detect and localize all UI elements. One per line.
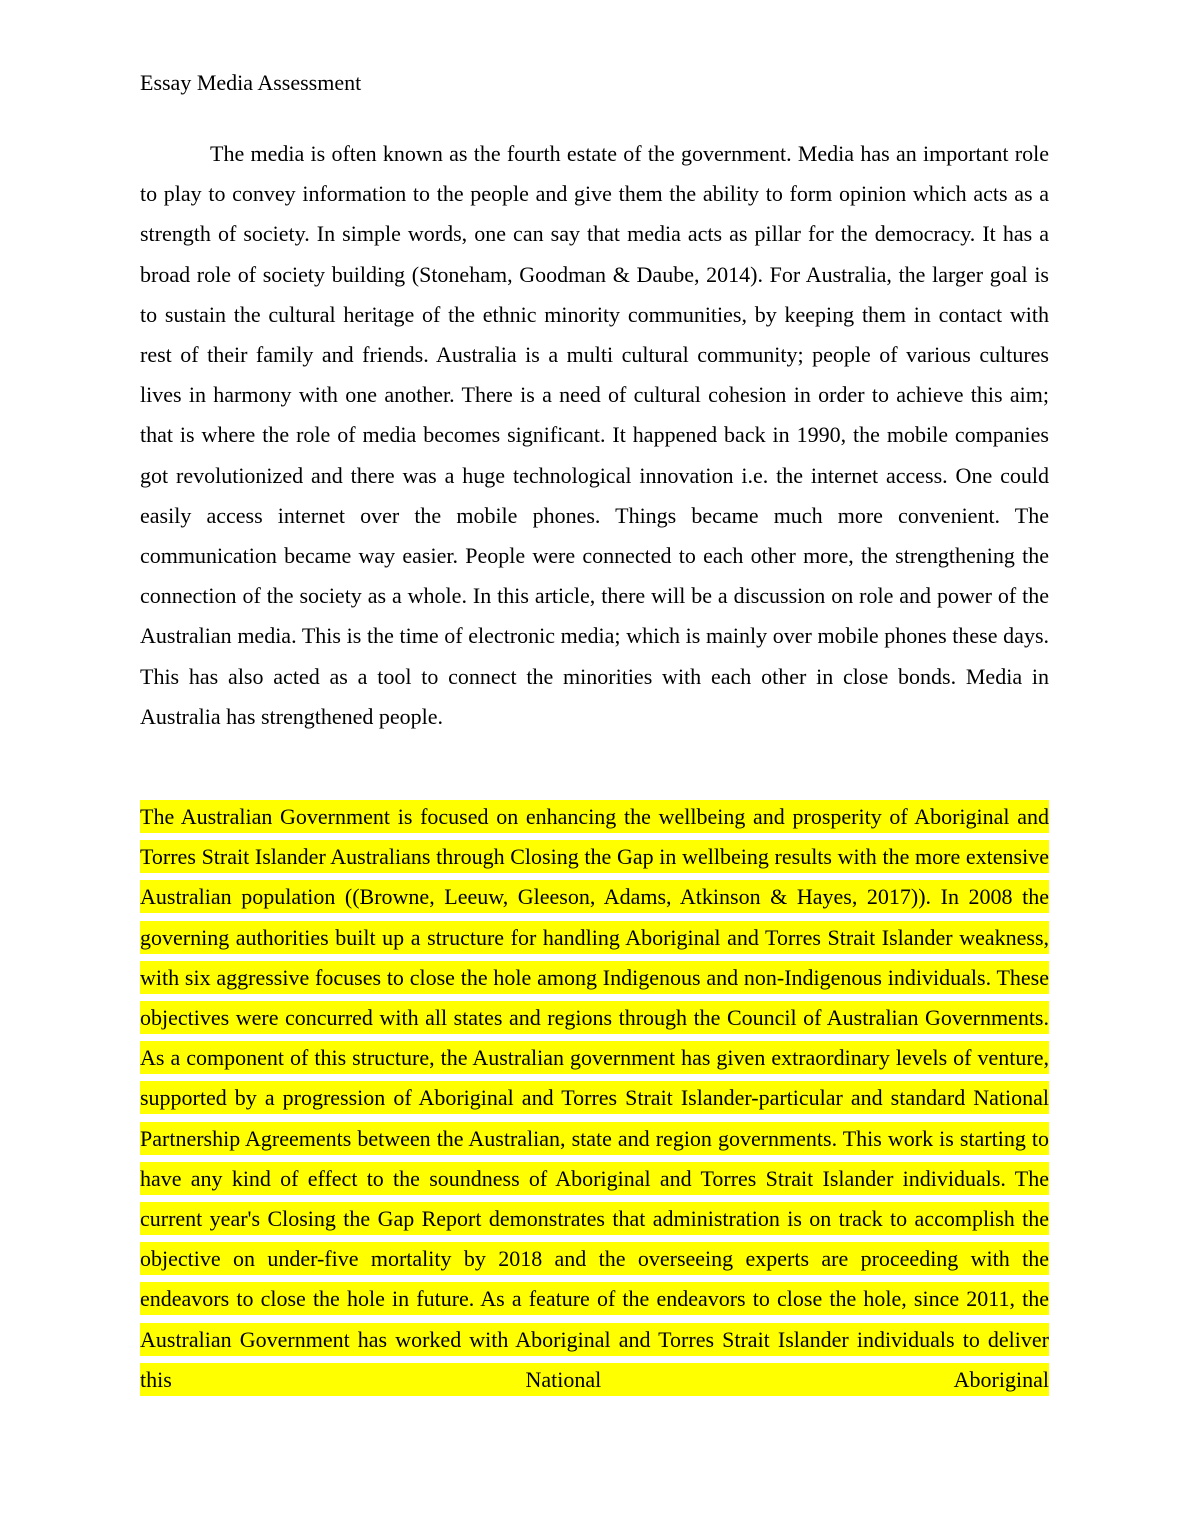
body-paragraph-intro: The media is often known as the fourth estate of the government. Media has an important role to play to convey information to the people and give them the ability to form opinion which acts as a strength of society. In simple words, one can say that media acts as pillar for the democracy. It has a broad role of society building (Stoneham, Goodman & Daube, 2014). For Australia, the larger goal is to sustain the cultural heritage of the ethnic minority communities, by keeping them in contact with rest of their family and friends. Australia is a multi cultural community; people of various cultures lives in harmony with one another. There is a need of cultural cohesion in order to achieve this aim; that is where the role of media becomes significant. It happened back in 1990, the mobile companies got revolutionized and there was a huge technological innovation i.e. the internet access. One could easily access internet over the mobile phones. Things became much more convenient. The communication became way easier. People were connected to each other more, the strengthening the connection of the society as a whole. In this article, there will be a discussion on role and power of the Australian media. This is the time of electronic media; which is mainly over mobile phones these days. This has also acted as a tool to connect the minorities with each other in close bonds. Media in Australia has strengthened people.	[140, 141, 1049, 729]
document-header-title: Essay Media Assessment	[140, 70, 362, 95]
highlighted-text: The Australian Government is focused on enhancing the wellbeing and prosperity of Aboriginal and Torres Strait Islander Australians through Closing the Gap in wellbeing results with the more extensive Australian population ((Browne, Leeuw, Gleeson, Adams, Atkinson & Hayes, 2017)). In 2008 the governing authorities built up a structure for handling Aboriginal and Torres Strait Islander weakness, with six aggressive focuses to close the hole among Indigenous and non-Indigenous individuals. These objectives were concurred with all states and regions through the Council of Australian Governments. As a component of this structure, the Australian government has given extraordinary levels of venture, supported by a progression of Aboriginal and Torres Strait Islander-particular and standard National Partnership Agreements between the Australian, state and region governments. This work is starting to have any kind of effect to the soundness of Aboriginal and Torres Strait Islander individuals. The current year's Closing the Gap Report demonstrates that administration is on track to accomplish the objective on under-five mortality by 2018 and the overseeing experts are proceeding with the endeavors to close the hole in future. As a feature of the endeavors to close the hole, since 2011, the Australian Government has worked with Aboriginal and Torres Strait Islander individuals to deliver this National Aboriginal	[140, 800, 1049, 1396]
body-paragraph-highlighted	[140, 797, 1049, 1400]
